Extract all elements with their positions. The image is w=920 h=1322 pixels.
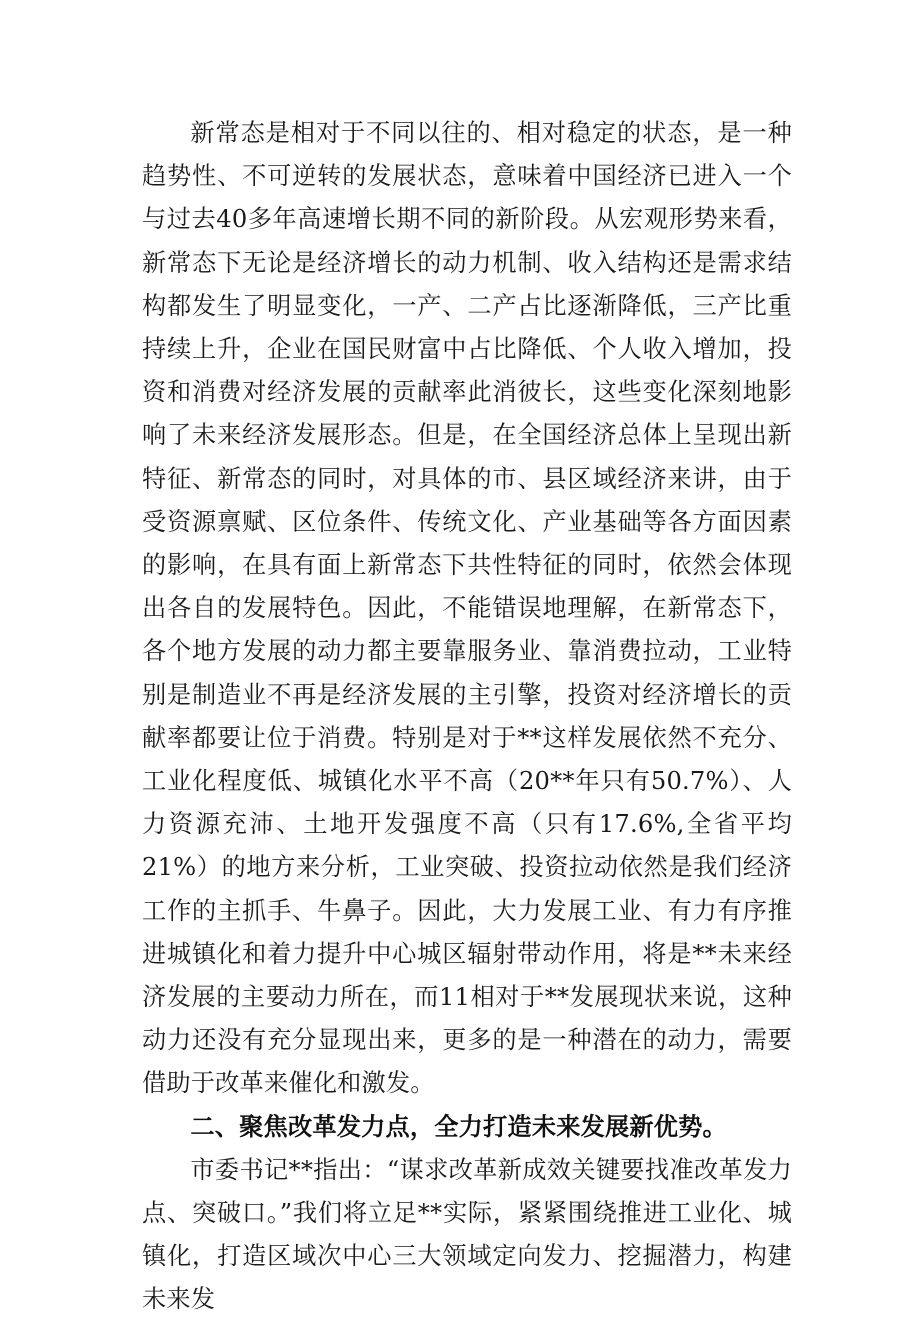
paragraph-2: 市委书记**指出：“谋求改革新成效关键要找准改革发力点、突破口。”我们将立足**实际，紧紧围绕推进工业化、城镇化，打造区域次中心三大领域定向发力、挖掘潜力，构建未来发 [142,1155,792,1314]
document-body [142,112,792,1322]
paragraph-1: 新常态是相对于不同以往的、相对稳定的状态，是一种趋势性、不可逆转的发展状态，意味着中国经济已进入一个与过去40多年高速增长期不同的新阶段。从宏观形势来看，新常态下无论是经济增长的动力机制、收入结构还是需求结构都发生了明显变化，一产、二产占比逐渐降低，三产比重持续上升，企业在国民财富中占比降低、个人收入增加，投资和消费对经济发展的贡献率此消彼长，这些变化深刻地影响了未来经济发展形态。但是，在全国经济总体上呈现出新特征、新常态的同时，对具体的市、县区域经济来讲，由于受资源禀赋、区位条件、传统文化、产业基础等各方面因素的影响，在具有面上新常态下共性特征的同时，依然会体现出各自的发展特色。因此，不能错误地理解，在新常态下，各个地方发展的动力都主要靠服务业、靠消费拉动，工业特别是制造业不再是经济发展的主引擎，投资对经济增长的贡献率都要让位于消费。特别是对于**这样发展依然不充分、工业化程度低、城镇化水平不高（20**年只有50.7%）、人力资源充沛、土地开发强度不高（只有17.6%,全省平均21%）的地方来分析，工业突破、投资拉动依然是我们经济工作的主抓手、牛鼻子。因此，大力发展工业、有力有序推进城镇化和着力提升中心城区辐射带动作用，将是**未来经济发展的主要动力所在，而11相对于**发展现状来说，这种动力还没有充分显现出来，更多的是一种潜在的动力，需要借助于改革来催化和激发。 [142,119,792,1098]
section-heading: 二、聚焦改革发力点，全力打造未来发展新优势。 [190,1112,727,1141]
